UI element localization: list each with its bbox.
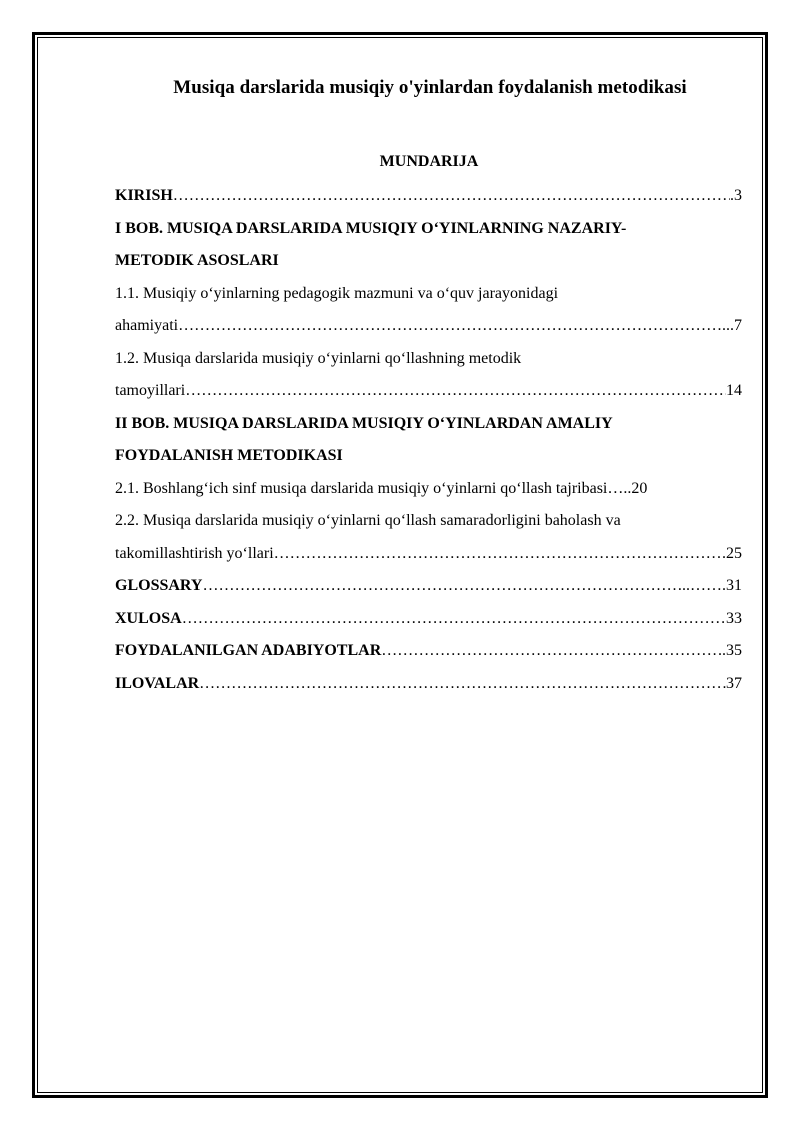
toc-leader-dots — [178, 310, 722, 343]
toc-leader-dots — [173, 180, 730, 213]
toc-entry-label: XULOSA — [115, 609, 182, 627]
toc-heading: MUNDARIJA — [379, 153, 479, 170]
toc-entry-label: FOYDALANILGAN ADABIYOTLAR — [115, 642, 382, 659]
toc-entry-references[interactable] — [115, 635, 742, 668]
toc-section-1-1-line1[interactable]: 1.1. Musiqiy o‘yinlarning pedagogik mazmuni va o‘quv jarayonidagi — [115, 284, 559, 302]
toc-page-number: ..…….31 — [682, 577, 742, 594]
toc-entry-label: takomillashtirish yo‘llari — [115, 544, 274, 562]
toc-chapter-1-title-line2[interactable]: METODIK ASOSLARI — [115, 252, 279, 269]
toc-page-number: 33 — [726, 609, 742, 627]
toc-leader-dots — [274, 538, 722, 571]
toc-entry-conclusion[interactable] — [115, 603, 742, 636]
toc-entry-section-1-1[interactable] — [115, 310, 742, 343]
toc-leader-dots — [185, 375, 726, 408]
table-of-contents — [115, 180, 742, 700]
toc-page-number: .3 — [730, 187, 742, 204]
toc-leader-dots — [182, 603, 726, 636]
toc-entry-glossary[interactable] — [115, 570, 742, 603]
toc-entry-appendices[interactable] — [115, 668, 742, 701]
toc-page-number: ...7 — [722, 317, 742, 334]
toc-entry-section-2-2[interactable] — [115, 538, 742, 571]
document-title: Musiqa darslarida musiqiy o'yinlardan foydalanish metodikasi — [173, 77, 687, 98]
toc-entry-label: tamoyillari — [115, 382, 186, 399]
toc-entry-label: GLOSSARY — [115, 577, 203, 594]
toc-chapter-2-title-line2[interactable]: FOYDALANISH METODIKASI — [115, 447, 343, 464]
toc-entry-label: 2.1. Boshlang‘ich sinf musiqa darslarida musiqiy o‘yinlarni qo‘llash tajribasi — [115, 479, 608, 497]
toc-page-number: ..35 — [718, 642, 742, 659]
toc-entry-section-1-2[interactable] — [115, 375, 742, 408]
toc-chapter-2-title-line1[interactable]: II BOB. MUSIQA DARSLARIDA MUSIQIY O‘YINLARDAN AMALIY — [115, 414, 613, 432]
toc-page-number: .25 — [722, 544, 742, 562]
toc-page-number: …..20 — [607, 479, 648, 497]
toc-leader-dots — [199, 668, 726, 701]
toc-section-2-2-line1[interactable]: 2.2. Musiqa darslarida musiqiy o‘yinlarni qo‘llash samaradorligini baholash va — [115, 512, 621, 529]
toc-entry-label: KIRISH — [115, 187, 173, 204]
toc-section-1-2-line1[interactable]: 1.2. Musiqa darslarida musiqiy o‘yinlarni qo‘llashning metodik — [115, 349, 522, 367]
toc-leader-dots — [381, 635, 718, 668]
toc-entry-section-2-1[interactable] — [115, 473, 742, 506]
toc-chapter-1-title-line1[interactable]: I BOB. MUSIQA DARSLARIDA MUSIQIY O‘YINLARNING NAZARIY- — [115, 219, 627, 237]
toc-entry-label: ILOVALAR — [115, 674, 200, 692]
toc-page-number: 37 — [726, 674, 742, 692]
toc-page-number: 14 — [726, 382, 742, 399]
toc-entry-intro[interactable] — [115, 180, 742, 213]
toc-leader-dots — [202, 570, 682, 603]
toc-entry-label: ahamiyati — [115, 317, 179, 334]
